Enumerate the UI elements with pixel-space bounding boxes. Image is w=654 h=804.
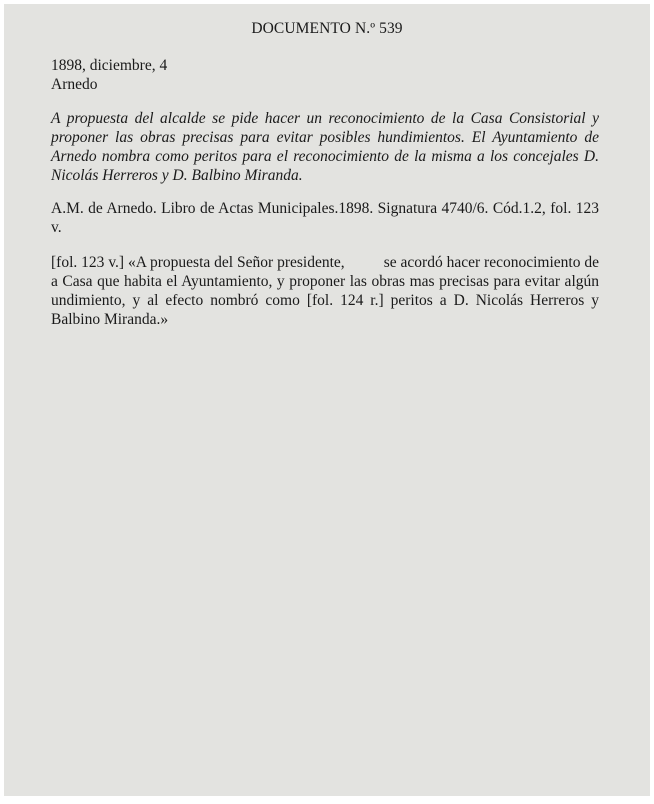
document-place: Arnedo [51, 76, 98, 93]
document-page [4, 4, 650, 796]
archival-source: A.M. de Arnedo. Libro de Actas Municipales.1898. Signatura 4740/6. Cód.1.2, fol. 123 v. [51, 200, 599, 236]
document-summary: A propuesta del alcalde se pide hacer un reconocimiento de la Casa Consistorial y proponer las obras precisas para evitar posibles hundimientos. El Ayuntamiento de Arnedo nombra como peritos para el reconocimiento de la misma a los concejales D. Nicolás Herreros y D. Balbino Miranda. [51, 110, 599, 184]
document-transcription: [fol. 123 v.] «A propuesta del Señor presidente, se acordó hacer reconocimiento de a Casa que habita el Ayuntamiento, y proponer las obras mas precisas para evitar algún undimiento, y al efecto nombró como [fol. 124 r.] peritos a D. Nicolás Herreros y Balbino Miranda.» [51, 254, 603, 328]
document-date: 1898, diciembre, 4 [51, 57, 168, 74]
document-title: DOCUMENTO N.º 539 [251, 20, 403, 37]
